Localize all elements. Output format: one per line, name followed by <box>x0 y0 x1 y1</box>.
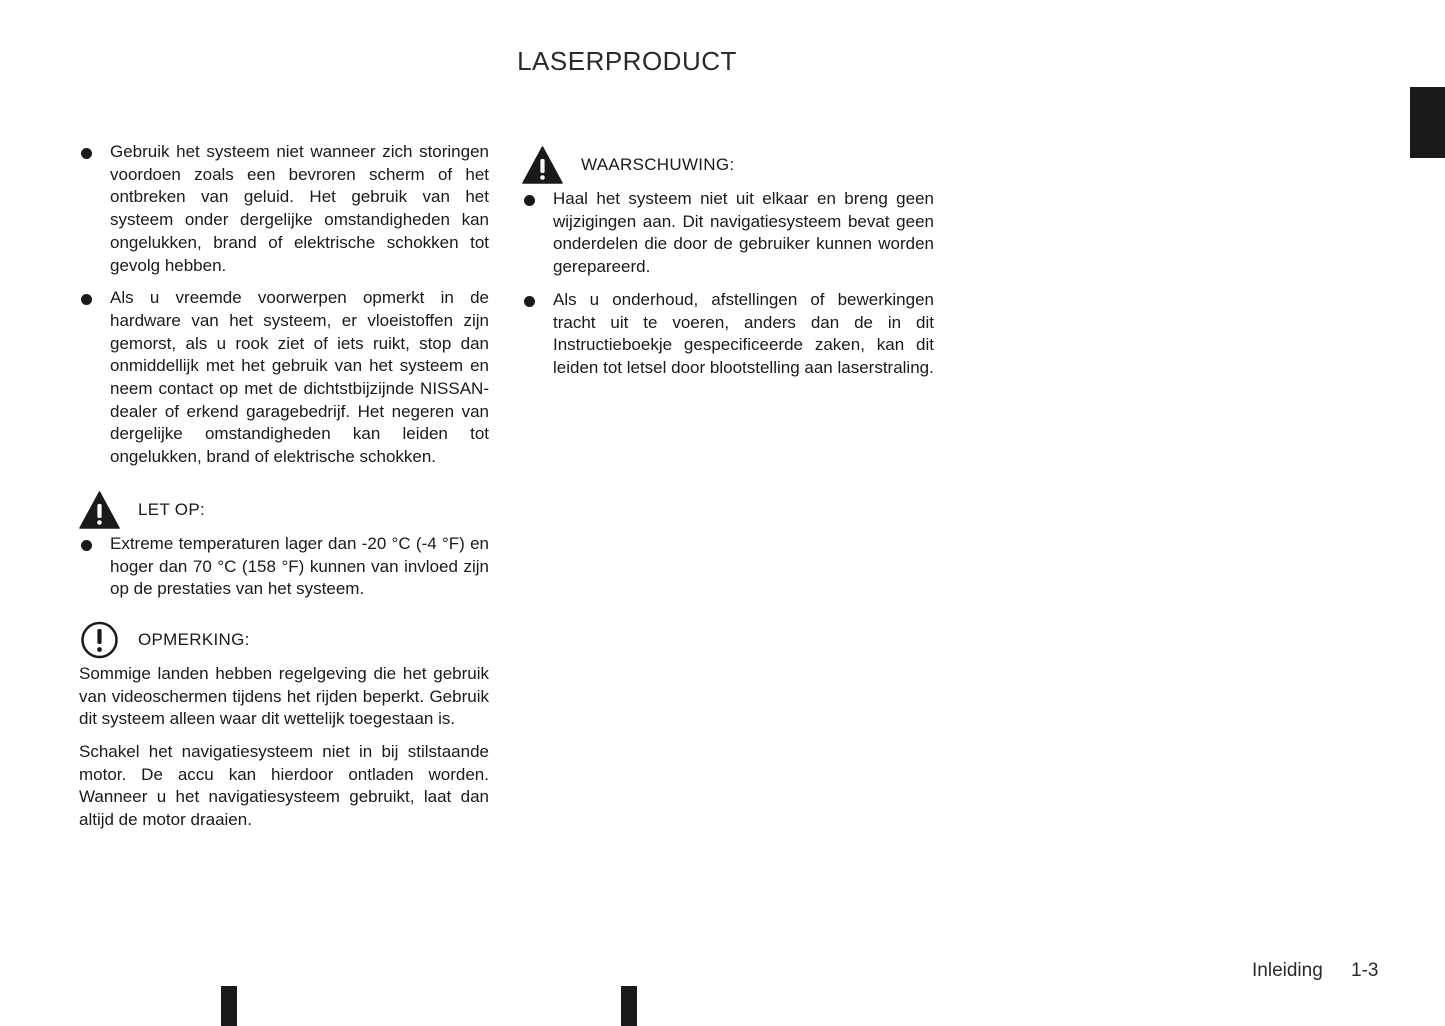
bullet-text: Extreme temperaturen lager dan -20 °C (-4 °F) en hoger dan 70 °C (158 °F) kunnen van invloed zijn op de prestaties van het systeem. <box>110 533 489 599</box>
bullet-text: Gebruik het systeem niet wanneer zich storingen voordoen zoals een bevroren scherm of het ontbreken van geluid. Het gebruik van het systeem onder dergelijke omstandigheden kan ongelukken, brand of elektrische schokken tot gevolg hebben. <box>110 142 489 275</box>
note-label: OPMERKING: <box>138 629 250 649</box>
left-column <box>79 141 489 842</box>
warning-label: WAARSCHUWING: <box>581 155 735 174</box>
note-paragraph: Schakel het navigatiesysteem niet in bij stilstaande motor. De accu kan hierdoor ontladen worden. Wanneer u het navigatiesysteem gebruikt, laat dan altijd de motor draaien. <box>79 742 489 830</box>
bullet-dot-icon <box>81 294 92 305</box>
bullet-text: Als u onderhoud, afstellingen of bewerkingen tracht uit te voeren, anders dan de in dit Instructieboekje gespecificeerde zaken, kan dit leiden tot letsel door blootstelling aan laserstraling. <box>553 289 934 377</box>
bullet-text: Haal het systeem niet uit elkaar en breng geen wijzigingen aan. Dit navigatiesysteem bevat geen onderdelen die door de gebruiker kunnen worden gerepareerd. <box>553 189 934 277</box>
footer-page-number: 1-3 <box>1351 960 1379 981</box>
warning-heading <box>522 146 934 184</box>
chapter-tab-marker <box>1410 87 1445 158</box>
bullet-item <box>522 289 934 380</box>
warning-triangle-icon <box>522 146 563 184</box>
note-paragraph: Sommige landen hebben regelgeving die het gebruik van videoschermen tijdens het rijden beperkt. Gebruik dit systeem alleen waar dit wettelijk toegestaan is. <box>79 663 489 729</box>
exclamation-circle-icon <box>79 621 120 659</box>
crop-mark <box>621 986 637 1026</box>
footer-section-name: Inleiding <box>1252 960 1323 981</box>
page-title: LASERPRODUCT <box>517 46 737 76</box>
note-heading <box>79 621 489 659</box>
bullet-text: Als u vreemde voorwerpen opmerkt in de hardware van het systeem, er vloeistoffen zijn gemorst, als u rook ziet of iets ruikt, stop dan onmiddellijk met het gebruik van het systeem en neem contact op met de dichtstbijzijnde NISSAN-dealer of erkend garagebedrijf. Het negeren van dergelijke omstandigheden kan leiden tot ongelukken, brand of elektrische schokken. <box>110 288 489 467</box>
bullet-item <box>79 141 489 277</box>
right-column <box>522 146 934 390</box>
crop-mark <box>221 986 237 1026</box>
caution-label: LET OP: <box>138 499 205 519</box>
bullet-dot-icon <box>81 540 92 551</box>
bullet-item <box>79 287 489 469</box>
warning-triangle-icon <box>79 491 120 529</box>
caution-heading <box>79 491 489 529</box>
bullet-dot-icon <box>524 195 535 206</box>
bullet-item <box>522 188 934 279</box>
bullet-dot-icon <box>81 148 92 159</box>
bullet-item <box>79 533 489 601</box>
bullet-dot-icon <box>524 296 535 307</box>
